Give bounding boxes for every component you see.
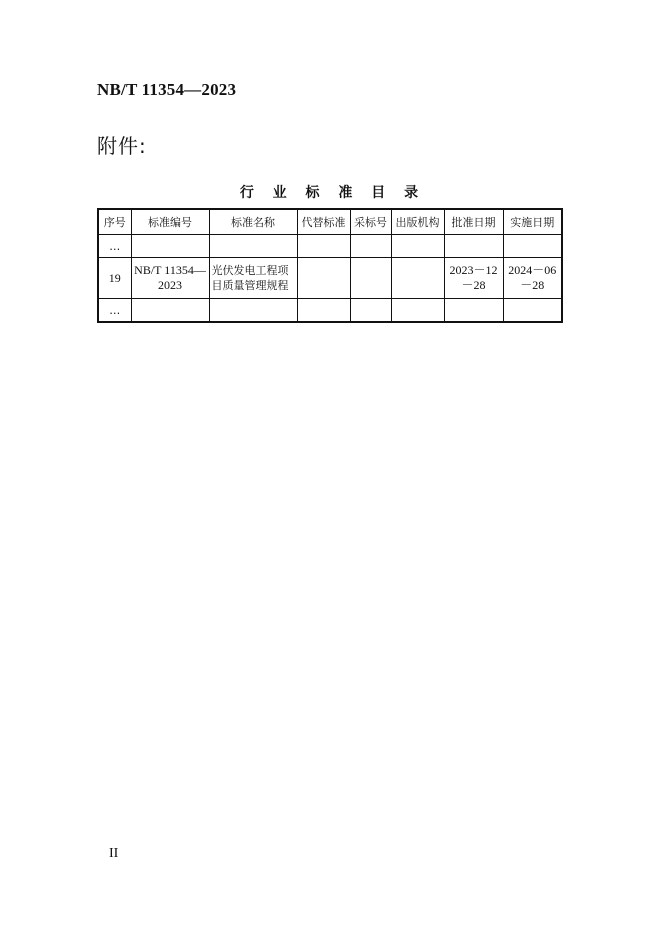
column-header: 批准日期 — [444, 209, 503, 235]
table-cell: 2023－12－28 — [444, 258, 503, 299]
table-cell — [131, 235, 209, 258]
page-number: II — [109, 846, 119, 861]
column-header: 标准名称 — [209, 209, 297, 235]
table-cell — [444, 235, 503, 258]
table-title: 行 业 标 准 目 录 — [239, 185, 426, 201]
table-cell — [350, 299, 391, 323]
table-cell — [297, 258, 350, 299]
table-row — [98, 299, 562, 323]
table-cell — [444, 299, 503, 323]
table-cell: … — [98, 299, 131, 323]
table-cell: 19 — [98, 258, 131, 299]
table-cell — [391, 299, 444, 323]
column-header: 序号 — [98, 209, 131, 235]
column-header: 采标号 — [350, 209, 391, 235]
document-code: NB/T 11354—2023 — [97, 80, 237, 99]
table-cell — [503, 299, 562, 323]
table-cell — [131, 299, 209, 323]
table-cell — [209, 299, 297, 323]
table-cell: 光伏发电工程项目质量管理规程 — [209, 258, 297, 299]
table-cell — [297, 235, 350, 258]
table-row — [98, 258, 562, 299]
attachment-label: 附件: — [97, 134, 147, 158]
column-header: 标准编号 — [131, 209, 209, 235]
table-cell — [350, 258, 391, 299]
table-row — [98, 235, 562, 258]
column-header: 实施日期 — [503, 209, 562, 235]
table-cell — [209, 235, 297, 258]
column-header: 出版机构 — [391, 209, 444, 235]
table-cell — [391, 258, 444, 299]
table-cell: NB/T 11354—2023 — [131, 258, 209, 299]
table-cell — [297, 299, 350, 323]
table-header-row — [98, 209, 562, 235]
table-cell — [503, 235, 562, 258]
standards-catalog-table — [97, 208, 563, 323]
table-cell: … — [98, 235, 131, 258]
table-cell — [391, 235, 444, 258]
table-cell: 2024－06－28 — [503, 258, 562, 299]
column-header: 代替标准 — [297, 209, 350, 235]
table-cell — [350, 235, 391, 258]
